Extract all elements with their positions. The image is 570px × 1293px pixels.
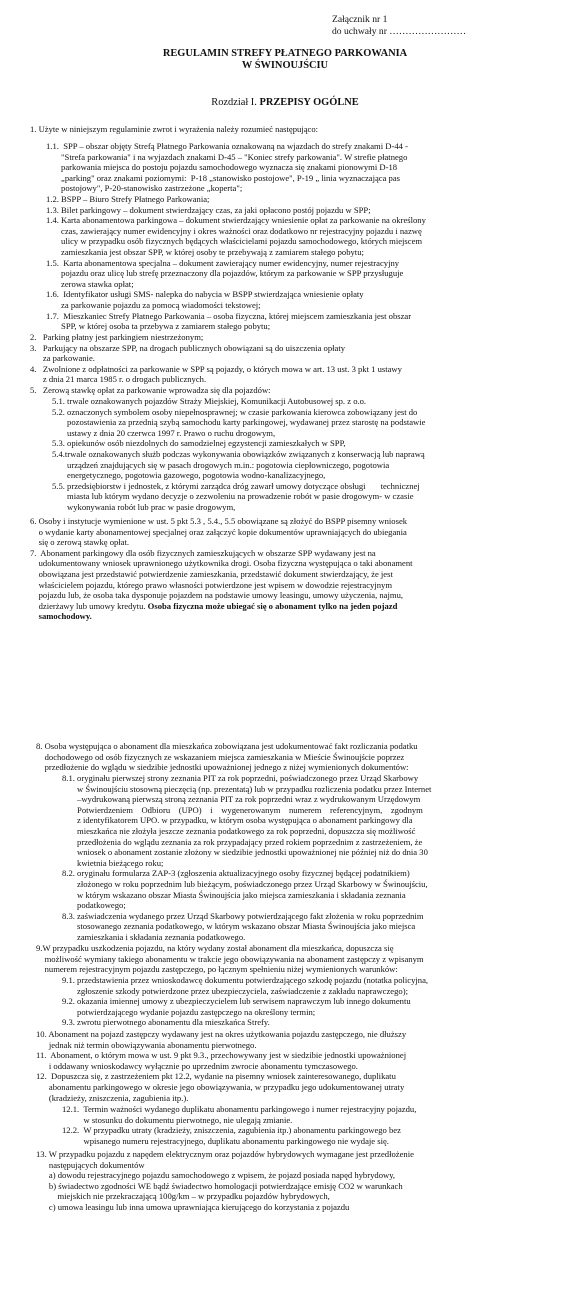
- text-line: zamieszkania jest obszar SPP, w której osoby te przebywają z zamiarem stałego pobytu;: [46, 246, 364, 257]
- text-line: 1. Użyte w niniejszym regulaminie zwrot i wyrażenia należy rozumieć następująco:: [30, 124, 319, 134]
- text-line: postojowy", P-20-stanowisko zastrzeżone „koperta";: [46, 183, 243, 194]
- text-line: 1.7. Mieszkaniec Strefy Płatnego Parkowania – osoba fizyczna, której miejscem zamieszkania jest obszar: [46, 310, 412, 321]
- text-line: następujących dokumentów: [36, 1159, 145, 1170]
- text-line: stosowanego zeznania podatkowego, w którym wskazano obszar Miasta Świnoujścia jako miejsca: [62, 921, 416, 932]
- text-line: wykonywania robót lub prac w pasie drogowym,: [52, 501, 236, 512]
- text-line: 9.3. zwrotu pierwotnego abonamentu dla mieszkańca Strefy.: [62, 1017, 270, 1028]
- text-line: złożonego w roku poprzednim lub bieżącym, poświadczonego przez Urząd Skarbowy w Świnoujściu,: [62, 878, 428, 889]
- text-line: 5.1. trwale oznakowanych pojazdów Straży Miejskiej, Komunikacji Autobusowej sp. z o.o.: [52, 396, 367, 406]
- text-line: zgłoszenie szkody potwierdzone przez ubezpieczyciela, zaświadczenie z zakładu naprawczego);: [62, 985, 408, 996]
- text-line: 5. Zerową stawkę opłat za parkowanie wprowadza się dla pojazdów:: [30, 384, 271, 395]
- text-line: 4. Zwolnione z odpłatności za parkowanie w SPP są pojazdy, o których mowa w art. 13 ust. 3 pkt 1 ustawy: [30, 363, 402, 374]
- text-line: „parking" oraz znakami poziomymi: P-18 „stanowisko postojowe", P-19 „ linia wyznaczająca pas: [46, 172, 401, 183]
- text-line: miasta lub którym wydano decyzje o zezwoleniu na prowadzenie robót w pasie drogowym- w czasie: [52, 491, 414, 502]
- text-line: –wydrukowaną pierwszą stroną zeznania PIT za rok poprzedni wraz z wydrukowanym Urzędowym: [62, 794, 421, 805]
- section-s8_sub: [62, 773, 560, 943]
- text-line: jednak niż termin obowiązywania abonamentu pierwotnego.: [36, 1039, 257, 1050]
- text-line: przedłożenie do wglądu w siedzibie jednostki upoważnionej jednego z niżej wymienionych dokumentów:: [36, 762, 409, 773]
- text-line: (kradzieży, zniszczenia, zagubienia itp.).: [36, 1092, 189, 1103]
- text-line: 5.5. przedsiębiorstw i jednostek, z którymi zarządca dróg zawarł umowy dotyczące obsługi technicznej: [52, 480, 420, 491]
- section-s9: [36, 943, 560, 975]
- text-line: 8.1. oryginału pierwszej strony zeznania PIT za rok poprzedni, poświadczonego przez Urząd Skarbowy: [62, 773, 419, 783]
- text-line: pojazdu oraz ulicę lub strefę przeznaczony dla pojazdów, którym za parkowanie w SPP przysługuje: [46, 268, 404, 279]
- text-line: za parkowanie pojazdu za pomocą wiadomości tekstowej;: [46, 299, 261, 310]
- text-line: 1.1. SPP – obszar objęty Strefą Płatnego Parkowania oznakowaną na wjazdach do strefy znakami D-44 -: [46, 141, 408, 151]
- text-line: parkowania miejsca do postoju pojazdu samochodowego wyznacza się znakami pionowymi D-18: [46, 162, 398, 173]
- section-s9_sub: [62, 975, 560, 1028]
- text-line: 12.2. W przypadku utraty (kradzieży, zniszczenia, zagubienia itp.) abonamentu parkingowego bez: [62, 1125, 401, 1136]
- text-line: b) świadectwo zgodności WE bądź świadectwo homologacji potwierdzające emisję CO2 w warunkach: [36, 1180, 403, 1191]
- text-line: kwietnia bieżącego roku;: [62, 857, 164, 868]
- text-line: "Strefa parkowania" i na wyjazdach znakami D-45 – "Koniec strefy parkowania". W strefie płatnego: [46, 151, 408, 162]
- text-line: 9.2. okazania imiennej umowy z ubezpieczycielem lub serwisem naprawczym lub innego dokumentu: [62, 996, 411, 1007]
- text-line: się o zerową stawkę opłat.: [30, 537, 130, 548]
- text-line: dzierżawy lub umowy kredytu. Osoba fizyczna może ubiegać się o abonament tylko na jeden pojazd: [30, 600, 398, 611]
- text-line: ulicy w przypadku osób fizycznych będących właścicielami pojazdu samochodowego, których miejscem: [46, 236, 423, 247]
- text-line: obowiązana jest przedstawić potwierdzenie zamieszkania, przedstawić dokument stwierdzający, że jest: [30, 568, 393, 579]
- text-line: SPP, w której osoba ta przebywa z zamiarem stałego pobytu;: [46, 321, 271, 332]
- bold-clause: Osoba fizyczna może ubiegać się o abonament tylko na jeden pojazd: [147, 600, 398, 611]
- text-line: czas, zawierający numer ewidencyjny i okres ważności oraz dodatkowo nr rejestracyjny pojazdu i nazwę: [46, 225, 422, 236]
- text-line: 1.4. Karta abonamentowa parkingowa – dokument stwierdzający wniesienie opłat za parkowanie na określony: [46, 215, 426, 226]
- text-line: zamieszkania i składania zeznania podatkowego.: [62, 931, 246, 942]
- text-line: pojazdu lub, że osoba taka dysponuje pojazdem na podstawie umowy leasingu, umowy użyczenia, najmu,: [30, 590, 404, 601]
- text-line: 8. Osoba występująca o abonament dla mieszkańca zobowiązana jest udokumentować fakt rozliczania podatku: [36, 741, 418, 751]
- text-line: dochodowego od osób fizycznych ze wskazaniem miejsca zamieszkania w Mieście Świnoujście poprzez: [36, 751, 405, 762]
- text-line: numerem rejestracyjnym pojazdu zastępczego, po łącznym spełnieniu niżej wymienionych warunków:: [36, 964, 398, 975]
- document-title-line-2: W ŚWINOUJŚCIU: [241, 60, 329, 71]
- text-line: 1.2. BSPP – Biuro Strefy Płatnego Parkowania;: [46, 193, 210, 204]
- resolution-reference: do uchwały nr ……………………: [332, 26, 467, 37]
- chapter-name: PRZEPISY OGÓLNE: [259, 97, 359, 108]
- text-line: zerowa stawka opłat;: [46, 278, 134, 289]
- document-title-line-1: REGULAMIN STREFY PŁATNEGO PARKOWANIA: [162, 48, 408, 59]
- text-line: 8.2. oryginału formularza ZAP-3 (zgłoszenia aktualizacyjnego osoby fizycznej będącej podatnikiem): [62, 868, 410, 879]
- text-line: za parkowanie.: [30, 353, 95, 364]
- text-line: 6. Osoby i instytucje wymienione w ust. 5 pkt 5.3 , 5.4., 5.5 obowiązane są złożyć do BSPP pisemny wniosek: [30, 516, 408, 526]
- text-line: przedłożenia do wglądu zeznania za rok przypadający przed rokiem poprzednim z zastrzeżeniem, że: [62, 836, 423, 847]
- section-s6_7: [30, 516, 560, 622]
- text-line: 1.3. Bilet parkingowy – dokument stwierdzający czas, za jaki opłacono postój pojazdu w SPP;: [46, 204, 371, 215]
- section-s2_5: [30, 332, 560, 396]
- text-line: 11. Abonament, o którym mowa w ust. 9 pkt 9.3., przechowywany jest w siedzibie jednostki upoważnionej: [36, 1050, 407, 1061]
- text-line: i oddawany wnioskodawcy wyłącznie po uprzednim zwrocie abonamentu tymczasowego.: [36, 1060, 358, 1071]
- text-line: 1.5. Karta abonamentowa specjalna – dokument zawierający numer ewidencyjny, numer rejestracyjny: [46, 257, 400, 268]
- section-s10_12: [36, 1029, 560, 1103]
- text-line: Potwierdzeniem Odbioru (UPO) i wygenerowanym numerem referencyjnym, zgodnym: [62, 804, 423, 815]
- section-s1_1: [46, 141, 560, 332]
- text-line: właścicielem pojazdu, którego prawo własności potwierdzone jest wpisem w dowodzie rejestracyjnym: [30, 579, 393, 590]
- text-line: 12.1. Termin ważności wydanego duplikatu abonamentu parkingowego i numer rejestracyjny pojazdu,: [62, 1104, 417, 1114]
- text-line: 5.3. opiekunów osób niezdolnych do samodzielnej egzystencji zamieszkałych w SPP,: [52, 438, 346, 449]
- text-line: 3. Parkujący na obszarze SPP, na drogach publicznych obowiązani są do uiszczenia opłaty: [30, 342, 346, 353]
- text-line: 7. Abonament parkingowy dla osób fizycznych zamieszkujących w obszarze SPP wydawany jest na: [30, 547, 376, 558]
- text-line: możliwość wymiany takiego abonamentu w trakcie jego obowiązywania na abonament zastępczy z wpisanym: [36, 953, 424, 964]
- section-s5_sub: [52, 396, 560, 513]
- text-line: udokumentowany wniosek uprawnionego użytkownika drogi. Osoba fizyczna występująca o taki abonament: [30, 558, 413, 569]
- attachment-header: [332, 14, 466, 38]
- text-line: w stosunku do dokumentu pierwotnego, nie ulegają zmianie.: [62, 1114, 293, 1125]
- text-line: abonamentu parkingowego w okresie jego obowiązywania, w przypadku jego udokumentowanej utraty: [36, 1081, 405, 1092]
- chapter-label: Rozdział I.: [211, 97, 257, 108]
- section-s13: [36, 1149, 560, 1213]
- text-line: urządzeń znajdujących się w pasach drogowych m.in.: pogotowia ciepłowniczego, pogotowia: [52, 459, 390, 470]
- chapter-heading: [0, 97, 570, 109]
- text-line: o wydanie karty abonamentowej specjalnej oraz załączyć kopie dokumentów uprawniających do ubiegania: [30, 526, 407, 537]
- text-line: energetycznego, pogotowia gazowego, pogotowia wodno-kanalizacyjnego,: [52, 470, 326, 481]
- text-line: 10. Abonament na pojazd zastępczy wydawany jest na okres użytkowania pojazdu zastępczego, nie dłuższy: [36, 1029, 407, 1039]
- text-line: z dnia 21 marca 1985 r. o drogach publicznych.: [30, 374, 207, 385]
- text-line: 8.3. zaświadczenia wydanego przez Urząd Skarbowy potwierdzającego fakt złożenia w roku poprzednim: [62, 910, 424, 921]
- text-line: 2. Parking płatny jest parkingiem niestrzeżonym;: [30, 332, 204, 342]
- section-s12_sub: [62, 1104, 560, 1146]
- text-line: 9.1. przedstawienia przez wnioskodawcę dokumentu potwierdzającego szkodę pojazdu (notatka policyjna,: [62, 975, 429, 985]
- text-line: podatkowego;: [62, 900, 126, 911]
- text-line: z identyfikatorem UPO. w przypadku, w którym osoba występująca o abonament parkingowy dla: [62, 815, 413, 826]
- attachment-number: Załącznik nr 1: [332, 14, 388, 25]
- text-line: w którym wskazano obszar Miasta Świnoujścia jako miejsca zamieszkania i składania zeznania: [62, 889, 406, 900]
- text-line: ustawy z dnia 20 czerwca 1997 r. Prawo o ruchu drogowym,: [52, 427, 276, 438]
- bold-clause-continuation: samochodowy.: [30, 611, 92, 622]
- text-line: pozostawienia za przednią szybą samochodu karty parkingowej, wydawanej przez starostę na podstawie: [52, 417, 426, 428]
- text-line: w Świnoujściu stosowną pieczęcią (np. prezentatą) lub w przypadku rozliczenia podatku przez Internet: [62, 783, 432, 794]
- text-line: 9.W przypadku uszkodzenia pojazdu, na który wydany został abonament dla mieszkańca, dopuszcza się: [36, 943, 394, 953]
- text-line: a) dowodu rejestracyjnego pojazdu samochodowego z wpisem, że pojazd posiada napęd hybrydowy,: [36, 1170, 396, 1181]
- text-line: wniosek o abonament zostanie złożony w siedzibie jednostki upoważnionej nie później niż do dnia 30: [62, 847, 428, 858]
- section-s8: [36, 741, 560, 773]
- section-s1: [30, 124, 560, 135]
- text-line: miejskich nie przekraczającą 100g/km – w przypadku pojazdów hybrydowych,: [36, 1191, 330, 1202]
- text-line: potwierdzającego wydanie pojazdu zastępczego na określony termin;: [62, 1006, 316, 1017]
- text-line: c) umowa leasingu lub inna umowa uprawniająca kierującego do korzystania z pojazdu: [36, 1201, 350, 1212]
- text-line: 1.6. Identyfikator usługi SMS- nalepka do nabycia w BSPP stwierdzająca wniesienie opłaty: [46, 289, 364, 300]
- text-line: 5.4.trwale oznakowanych służb podczas wykonywania obowiązków związanych z konserwacją lub naprawą: [52, 448, 425, 459]
- text-line: 5.2. oznaczonych symbolem osoby niepełnosprawnej; w czasie parkowania kierowca zobowiązany jest do: [52, 406, 418, 417]
- text-line: 13. W przypadku pojazdu z napędem elektrycznym oraz pojazdów hybrydowych wymagane jest przedłożenie: [36, 1149, 414, 1159]
- text-line: mieszkańca nie złożyła jeszcze zeznania podatkowego za rok poprzedni, dopuszcza się możliwość: [62, 825, 416, 836]
- text-line: wpisanego numeru rejestracyjnego, duplikatu abonamentu parkingowego nie wydaje się.: [62, 1135, 389, 1146]
- text-line: 12. Dopuszcza się, z zastrzeżeniem pkt 12.2, wydanie na pisemny wniosek zainteresowanego, duplikatu: [36, 1071, 396, 1082]
